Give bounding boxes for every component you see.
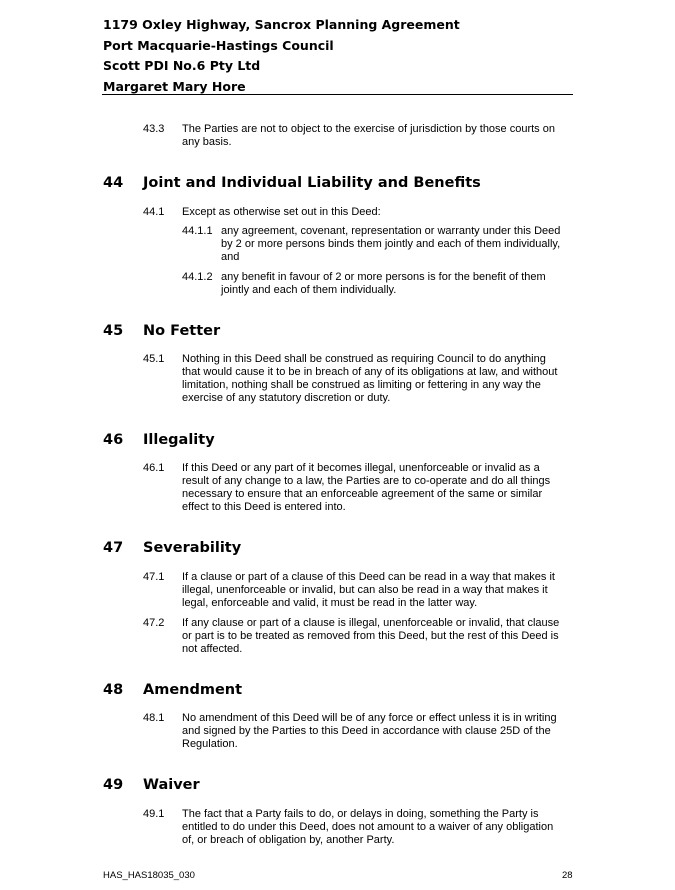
header-company: Scott PDI No.6 Pty Ltd bbox=[103, 58, 261, 73]
subclause-number: 44.1.1 bbox=[182, 225, 213, 237]
clause-number: 48.1 bbox=[143, 712, 165, 724]
subclause-number: 44.1.2 bbox=[182, 271, 213, 283]
clause-number: 44.1 bbox=[143, 206, 165, 218]
section-number: 45 bbox=[103, 323, 124, 339]
clause-text: No amendment of this Deed will be of any force or effect unless it is in writing and signed by the Parties to this Deed in accordance with clause 25D of the Regulation. bbox=[182, 712, 557, 750]
section-title: No Fetter bbox=[143, 323, 221, 339]
section-title: Joint and Individual Liability and Benefits bbox=[143, 175, 481, 191]
clause-number: 43.3 bbox=[143, 123, 165, 135]
clause-number: 47.1 bbox=[143, 571, 165, 583]
header-person: Margaret Mary Hore bbox=[103, 79, 246, 94]
section-number: 46 bbox=[103, 432, 124, 448]
section-title: Amendment bbox=[143, 682, 243, 698]
section-number: 44 bbox=[103, 175, 124, 191]
clause-number: 47.2 bbox=[143, 617, 165, 629]
clause-text: Except as otherwise set out in this Deed: bbox=[182, 206, 381, 218]
clause-number: 45.1 bbox=[143, 353, 165, 365]
section-title: Severability bbox=[143, 540, 242, 556]
clause-text: Nothing in this Deed shall be construed as requiring Council to do anything that would cause it to be in breach of any of its obligations at law, and without limitation, nothing shall be construed as limiting or fettering in any way the exercise of any statutory discretion or duty. bbox=[182, 353, 558, 404]
footer-doc-ref: HAS_HAS18035_030 bbox=[103, 870, 195, 881]
section-number: 49 bbox=[103, 777, 124, 793]
clause-text: If this Deed or any part of it becomes illegal, unenforceable or invalid as a result of any change to a law, the Parties are to co-operate and do all things necessary to ensure that an enforceable agreement of the same or similar effect to this Deed is entered into. bbox=[182, 462, 551, 513]
header-divider bbox=[102, 94, 573, 95]
subclause-text: any agreement, covenant, representation or warranty under this Deed by 2 or more persons binds them jointly and each of them individually, and bbox=[221, 225, 561, 263]
section-number: 48 bbox=[103, 682, 124, 698]
clause-text: The fact that a Party fails to do, or delays in doing, something the Party is entitled to do under this Deed, does not amount to a waiver of any obligation of, or breach of obligation by, another Party. bbox=[182, 808, 554, 846]
clause-number: 46.1 bbox=[143, 462, 165, 474]
header-council: Port Macquarie-Hastings Council bbox=[103, 38, 334, 53]
subclause-text: any benefit in favour of 2 or more persons is for the benefit of them jointly and each of them individually. bbox=[221, 271, 546, 296]
clause-text: If a clause or part of a clause of this Deed can be read in a way that makes it illegal, unenforceable or invalid, but can also be read in a way that makes it legal, enforceable and valid, it must be read in the latter way. bbox=[182, 571, 555, 609]
section-title: Illegality bbox=[143, 432, 215, 448]
footer-page-number: 28 bbox=[562, 870, 573, 881]
header-title: 1179 Oxley Highway, Sancrox Planning Agreement bbox=[103, 17, 460, 32]
clause-text: If any clause or part of a clause is illegal, unenforceable or invalid, that clause or part is to be treated as removed from this Deed, but the rest of this Deed is not affected. bbox=[182, 617, 560, 655]
clause-text: The Parties are not to object to the exercise of jurisdiction by those courts on any basis. bbox=[182, 123, 555, 148]
section-title: Waiver bbox=[143, 777, 200, 793]
section-number: 47 bbox=[103, 540, 124, 556]
clause-number: 49.1 bbox=[143, 808, 165, 820]
